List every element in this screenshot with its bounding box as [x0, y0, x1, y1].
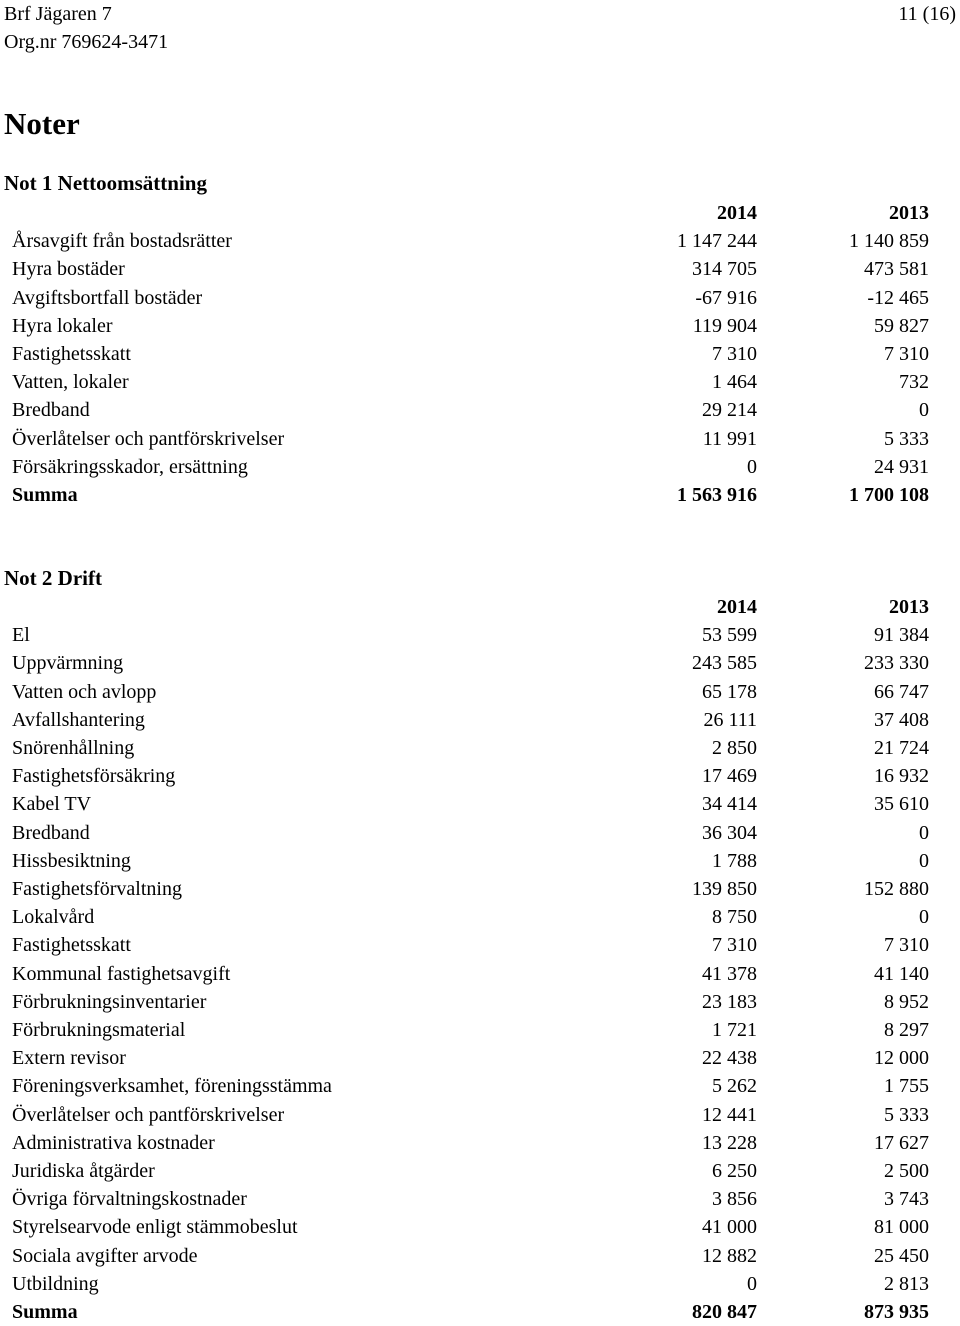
row-label: Bredband [12, 399, 90, 422]
value-2014: 820 847 [692, 1301, 757, 1324]
table-row [0, 1016, 960, 1044]
value-2014: 13 228 [702, 1131, 757, 1154]
table-row [0, 1101, 960, 1129]
value-2014: 53 599 [702, 624, 757, 647]
table-row [0, 1185, 960, 1213]
value-2013: 2 500 [884, 1160, 929, 1183]
value-2013: 2 813 [884, 1272, 929, 1295]
value-2013: 233 330 [864, 652, 929, 675]
sum-row [0, 1298, 960, 1326]
value-2014: 26 111 [703, 708, 757, 731]
row-label: Hyra lokaler [12, 314, 113, 337]
value-2014: 6 250 [712, 1160, 757, 1183]
value-2013: 5 333 [884, 427, 929, 450]
row-label: Uppvärmning [12, 652, 124, 675]
value-2014: 41 378 [702, 962, 757, 985]
row-label: Fastighetsskatt [12, 934, 131, 957]
value-2013: 12 000 [874, 1047, 929, 1070]
value-2013: 0 [919, 399, 929, 422]
note2-col-2014: 2014 [717, 596, 757, 618]
value-2013: 41 140 [874, 962, 929, 985]
row-label: Snörenhållning [12, 737, 135, 760]
table-row [0, 1044, 960, 1072]
value-2013: 66 747 [874, 680, 929, 703]
org-number: Org.nr 769624-3471 [4, 31, 169, 53]
value-2014: 1 788 [712, 849, 757, 872]
table-row [0, 762, 960, 790]
row-label: Lokalvård [12, 906, 95, 929]
value-2014: 11 991 [702, 427, 757, 450]
row-label: Extern revisor [12, 1047, 126, 1070]
value-2014: 1 721 [712, 1019, 757, 1042]
value-2014: 0 [747, 1272, 757, 1295]
value-2013: 152 880 [864, 878, 929, 901]
value-2013: 16 932 [874, 765, 929, 788]
row-label: Summa [12, 1301, 78, 1324]
note2-table [0, 593, 960, 1326]
association-name: Brf Jägaren 7 [4, 3, 112, 25]
value-2014: 29 214 [702, 399, 757, 422]
table-row [0, 706, 960, 734]
table-row [0, 1270, 960, 1298]
row-label: Vatten, lokaler [12, 371, 129, 394]
value-2014: 314 705 [692, 258, 757, 281]
value-2013: 81 000 [874, 1216, 929, 1239]
table-row [0, 1213, 960, 1241]
value-2013: 0 [919, 849, 929, 872]
row-label: Hissbesiktning [12, 849, 131, 872]
row-label: Förbrukningsmaterial [12, 1019, 186, 1042]
value-2014: 0 [747, 455, 757, 478]
note2-col-2013: 2013 [889, 596, 929, 618]
row-label: Utbildning [12, 1272, 99, 1295]
value-2014: 41 000 [702, 1216, 757, 1239]
note2-title: Not 2 Drift [4, 566, 102, 590]
row-label: Styrelsearvode enligt stämmobeslut [12, 1216, 298, 1239]
sum-row [0, 481, 960, 509]
note2-rows [0, 621, 960, 1326]
row-label: Vatten och avlopp [12, 680, 157, 703]
value-2014: 12 441 [702, 1103, 757, 1126]
note2-header-row [0, 593, 960, 621]
value-2013: 91 384 [874, 624, 929, 647]
table-row [0, 1242, 960, 1270]
value-2013: 17 627 [874, 1131, 929, 1154]
row-label: Överlåtelser och pantförskrivelser [12, 427, 285, 450]
value-2014: 3 856 [712, 1188, 757, 1211]
row-label: Bredband [12, 821, 90, 844]
value-2013: 59 827 [874, 314, 929, 337]
value-2014: 12 882 [702, 1244, 757, 1267]
note1-header-row [0, 199, 960, 227]
table-row [0, 1072, 960, 1100]
value-2013: 7 310 [884, 934, 929, 957]
row-label: Sociala avgifter arvode [12, 1244, 198, 1267]
table-row [0, 678, 960, 706]
note1-title: Not 1 Nettoomsättning [4, 171, 207, 195]
value-2014: 2 850 [712, 737, 757, 760]
value-2013: 5 333 [884, 1103, 929, 1126]
value-2013: 24 931 [874, 455, 929, 478]
value-2013: 8 297 [884, 1019, 929, 1042]
table-row [0, 396, 960, 424]
value-2014: 1 147 244 [677, 230, 757, 253]
table-row [0, 255, 960, 283]
table-row [0, 227, 960, 255]
table-row [0, 734, 960, 762]
value-2013: 1 700 108 [849, 484, 929, 507]
table-row [0, 931, 960, 959]
value-2013: 3 743 [884, 1188, 929, 1211]
value-2013: 873 935 [864, 1301, 929, 1324]
page-title: Noter [4, 106, 80, 141]
note1-table [0, 199, 960, 509]
note1-rows [0, 227, 960, 509]
value-2014: 7 310 [712, 343, 757, 366]
row-label: Övriga förvaltningskostnader [12, 1188, 247, 1211]
note1-col-2013: 2013 [889, 202, 929, 224]
value-2014: 17 469 [702, 765, 757, 788]
table-row [0, 903, 960, 931]
value-2014: 8 750 [712, 906, 757, 929]
table-row [0, 284, 960, 312]
row-label: Årsavgift från bostadsrätter [12, 230, 232, 253]
row-label: Föreningsverksamhet, föreningsstämma [12, 1075, 332, 1098]
row-label: Kommunal fastighetsavgift [12, 962, 231, 985]
value-2013: 473 581 [864, 258, 929, 281]
value-2013: 25 450 [874, 1244, 929, 1267]
table-row [0, 649, 960, 677]
value-2014: 34 414 [702, 793, 757, 816]
table-row [0, 960, 960, 988]
value-2014: 119 904 [692, 314, 757, 337]
row-label: Försäkringsskador, ersättning [12, 455, 248, 478]
table-row [0, 790, 960, 818]
row-label: Summa [12, 484, 78, 507]
note1-col-2014: 2014 [717, 202, 757, 224]
table-row [0, 819, 960, 847]
document-header [4, 0, 168, 56]
table-row [0, 621, 960, 649]
row-label: Fastighetsskatt [12, 343, 131, 366]
row-label: Avfallshantering [12, 708, 145, 731]
value-2013: 7 310 [884, 343, 929, 366]
value-2014: 1 464 [712, 371, 757, 394]
row-label: Överlåtelser och pantförskrivelser [12, 1103, 285, 1126]
value-2014: 139 850 [692, 878, 757, 901]
row-label: Fastighetsförsäkring [12, 765, 176, 788]
value-2013: 732 [899, 371, 929, 394]
value-2014: 23 183 [702, 990, 757, 1013]
value-2013: 0 [919, 821, 929, 844]
table-row [0, 312, 960, 340]
value-2014: 65 178 [702, 680, 757, 703]
value-2014: -67 916 [695, 286, 757, 309]
table-row [0, 875, 960, 903]
row-label: Hyra bostäder [12, 258, 125, 281]
value-2014: 243 585 [692, 652, 757, 675]
value-2014: 1 563 916 [677, 484, 757, 507]
value-2013: 35 610 [874, 793, 929, 816]
value-2013: 37 408 [874, 708, 929, 731]
table-row [0, 340, 960, 368]
table-row [0, 425, 960, 453]
value-2014: 36 304 [702, 821, 757, 844]
row-label: Juridiska åtgärder [12, 1160, 155, 1183]
table-row [0, 453, 960, 481]
table-row [0, 1157, 960, 1185]
row-label: Förbrukningsinventarier [12, 990, 207, 1013]
value-2014: 22 438 [702, 1047, 757, 1070]
row-label: El [12, 624, 30, 647]
value-2013: 8 952 [884, 990, 929, 1013]
value-2014: 5 262 [712, 1075, 757, 1098]
table-row [0, 1129, 960, 1157]
page-number: 11 (16) [898, 3, 956, 25]
table-row [0, 368, 960, 396]
value-2013: 0 [919, 906, 929, 929]
table-row [0, 847, 960, 875]
row-label: Kabel TV [12, 793, 92, 816]
value-2013: -12 465 [867, 286, 929, 309]
value-2013: 1 140 859 [849, 230, 929, 253]
table-row [0, 988, 960, 1016]
row-label: Administrativa kostnader [12, 1131, 215, 1154]
row-label: Fastighetsförvaltning [12, 878, 182, 901]
value-2014: 7 310 [712, 934, 757, 957]
value-2013: 21 724 [874, 737, 929, 760]
row-label: Avgiftsbortfall bostäder [12, 286, 203, 309]
value-2013: 1 755 [884, 1075, 929, 1098]
